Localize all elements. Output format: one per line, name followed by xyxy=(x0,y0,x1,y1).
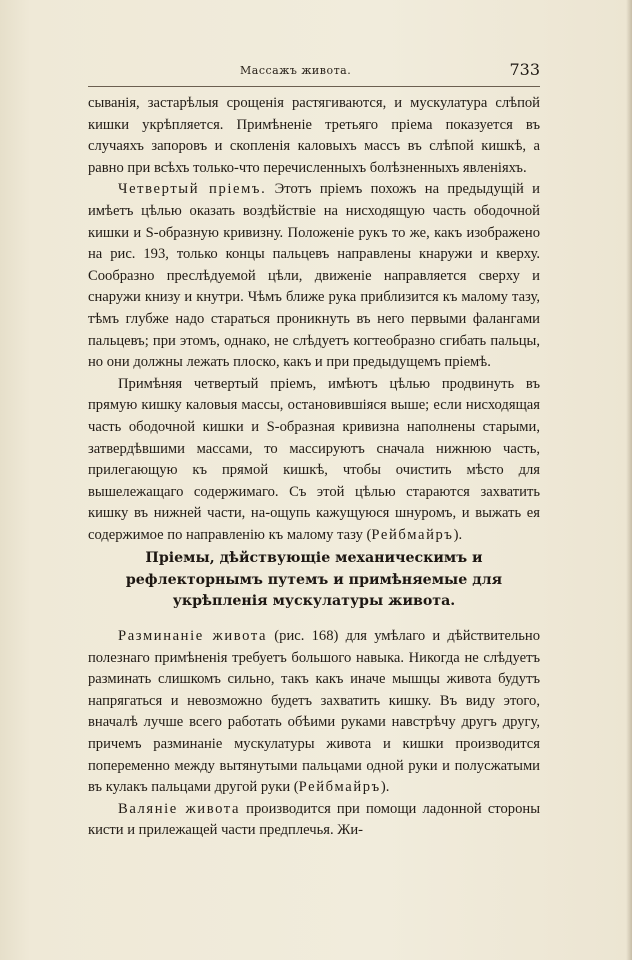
paragraph-application: Примѣняя четвертый пріемъ, имѣютъ цѣлью продвинуть въ прямую кишку каловыя массы, остановившіяся выше; если нисходящая часть ободочной кишки и S-образная кривизна наполнены старыми, затвердѣвшими массами, то массируютъ сначала нижнюю часть, прилегающую къ прямой кишкѣ, чтобы очистить мѣсто для вышележащаго содержимаго. Съ этой цѣлью стараются захватить кишку въ нижней части, на-ощупь кажущуюся шнуромъ, и выжать ея содержимое по направленію къ малому тазу (Рейбмайръ). xyxy=(88,375,540,543)
section-heading: Пріемы, дѣйствующіе механическимъ и рефлекторнымъ путемъ и примѣняемые для укрѣпленія мускулатуры живота. xyxy=(125,550,503,609)
page-number: 733 xyxy=(509,60,540,79)
term-rolling: Валяніе живота xyxy=(118,800,241,817)
paragraph-continuation: сыванія, застарѣлыя срощенія растягиваются, и мускулатура слѣпой кишки укрѣпляется. Примѣненіе третьяго пріема показуется въ случаяхъ запоровъ и скопленія каловыхъ массъ въ слѣпой кишкѣ, а равно при всѣхъ только-что перечисленныхъ болѣзненныхъ явленіяхъ. xyxy=(88,95,540,176)
term-kneading: Разминаніе живота xyxy=(118,628,268,644)
body-text-bottom xyxy=(88,626,540,842)
header-rule xyxy=(88,86,540,87)
author-citation: Рейбмайръ xyxy=(298,779,381,796)
paragraph-fourth-technique: Четвертый пріемъ. Этотъ пріемъ похожъ на предыдущій и имѣетъ цѣлью оказать воздѣйствіе на нисходящую часть ободочной кишки и S-образную кривизну. Положеніе рукъ то же, какъ изображено на рис. 193, только концы пальцевъ направлены кнаружи и кверху. Сообразно преслѣдуемой цѣли, движеніе направляется сверху и снаружи книзу и кнутри. Чѣмъ ближе рука приблизится къ малому тазу, тѣмъ глубже надо стараться проникнуть въ него первыми фалангами пальцевъ; при этомъ, однако, не слѣдуетъ когтеобразно сгибать пальцы, но они должны лежать плоско, какъ и при предыдущемъ пріемѣ. xyxy=(88,181,540,371)
paragraph-kneading: Разминаніе живота (рис. 168) для умѣлаго и дѣйствительно полезнаго примѣненія требуетъ большого навыка. Никогда не слѣдуетъ разминать слишкомъ сильно, такъ какъ иначе мышцы живота будутъ напрягаться и невозможно будетъ захватить кишку. Въ виду этого, вначалѣ лучше всего работать обѣими руками навстрѣчу другъ другу, причемъ разминаніе мускулатуры живота и кишки производится попеременно между вытянутыми пальцами одной руки и полусжатыми въ кулакъ пальцами другой руки (Рейбмайръ). xyxy=(88,628,541,796)
running-head: Массажъ живота. xyxy=(240,64,352,77)
term-fourth-technique: Четвертый пріемъ. xyxy=(118,181,267,198)
page-header xyxy=(88,60,540,82)
author-citation: Рейбмайръ xyxy=(371,526,454,543)
body-text-top xyxy=(88,93,540,546)
page-edge-shadow xyxy=(626,0,632,960)
paragraph-rolling: Валяніе живота производится при помощи ладонной стороны кисти и прилежащей части предплечья. Жи- xyxy=(88,800,540,839)
